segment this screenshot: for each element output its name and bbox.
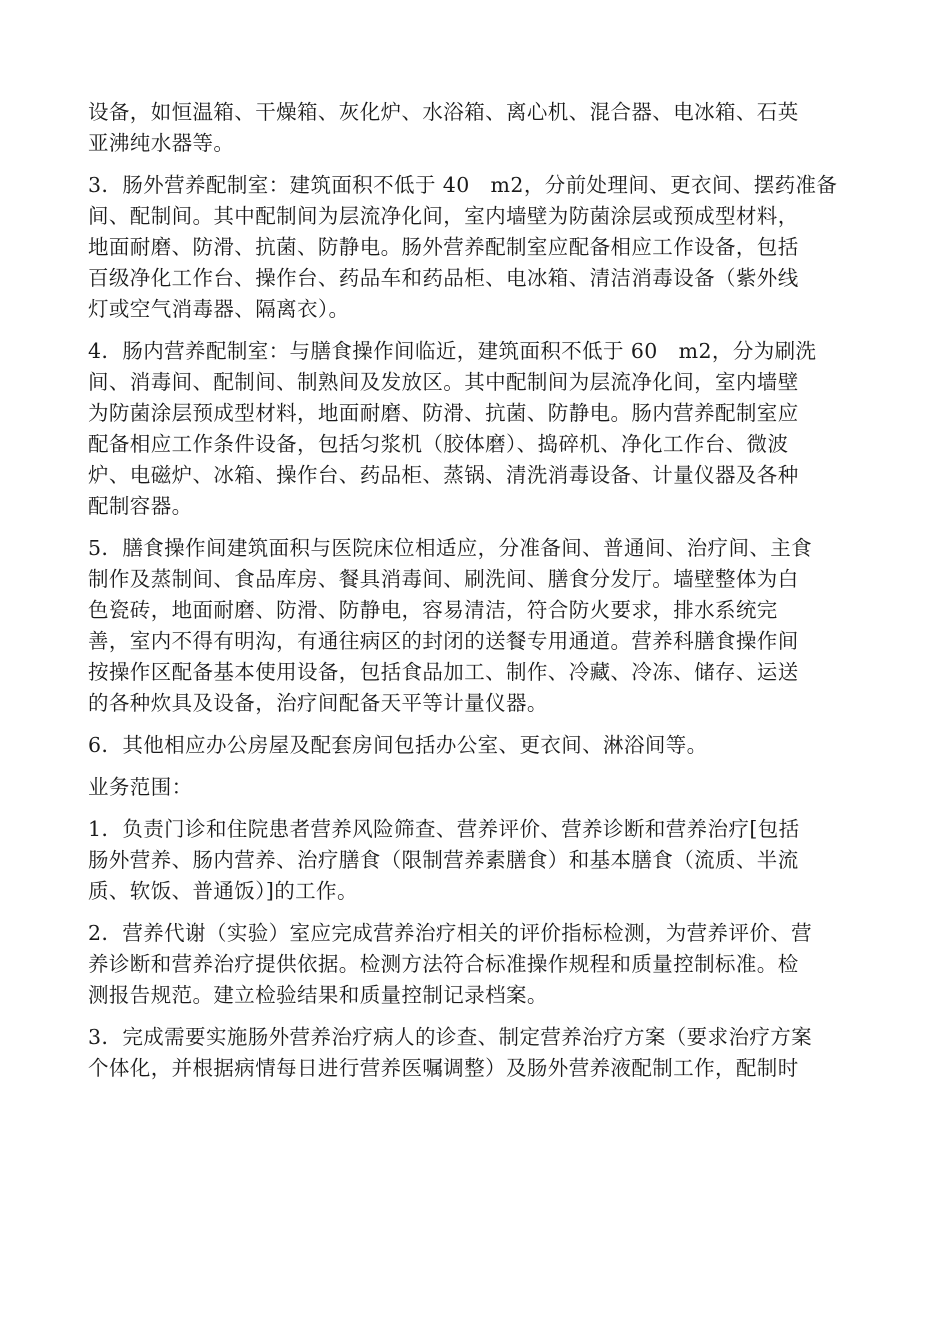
text-line: 亚沸纯水器等。: [88, 131, 235, 155]
text-line: 测报告规范。建立检验结果和质量控制记录档案。: [88, 983, 548, 1007]
text-line: 养诊断和营养治疗提供依据。检测方法符合标准操作规程和质量控制标准。检: [88, 952, 799, 976]
text-line: 5．膳食操作间建筑面积与医院床位相适应，分准备间、普通间、治疗间、主食: [88, 536, 813, 560]
paragraph-scope-2: [88, 918, 868, 1011]
document-page: [88, 97, 868, 1095]
text-line: 设备，如恒温箱、干燥箱、灰化炉、水浴箱、离心机、混合器、电冰箱、石英: [88, 100, 799, 124]
text-line: 业务范围：: [88, 775, 193, 799]
text-line: 4．肠内营养配制室：与膳食操作间临近，建筑面积不低于 60 m2，分为刷洗: [88, 339, 817, 363]
text-line: 1．负责门诊和住院患者营养风险筛查、营养评价、营养诊断和营养治疗[包括: [88, 817, 800, 841]
text-line: 3．完成需要实施肠外营养治疗病人的诊查、制定营养治疗方案（要求治疗方案: [88, 1025, 813, 1049]
paragraph-kitchen: [88, 533, 868, 719]
text-line: 个体化，并根据病情每日进行营养医嘱调整）及肠外营养液配制工作，配制时: [88, 1056, 799, 1080]
text-line: 百级净化工作台、操作台、药品车和药品柜、电冰箱、清洁消毒设备（紫外线: [88, 266, 799, 290]
paragraph-enteral-room: [88, 336, 868, 522]
text-line: 为防菌涂层预成型材料，地面耐磨、防滑、抗菌、防静电。肠内营养配制室应: [88, 401, 799, 425]
paragraph-equipment-continued: [88, 97, 868, 159]
text-line: 灯或空气消毒器、隔离衣）。: [88, 297, 350, 321]
text-line: 色瓷砖，地面耐磨、防滑、防静电，容易清洁，符合防火要求，排水系统完: [88, 598, 778, 622]
paragraph-other-rooms: [88, 730, 868, 761]
text-line: 善，室内不得有明沟，有通往病区的封闭的送餐专用通道。营养科膳食操作间: [88, 629, 799, 653]
text-line: 的各种炊具及设备，治疗间配备天平等计量仪器。: [88, 691, 548, 715]
text-line: 制作及蒸制间、食品库房、餐具消毒间、刷洗间、膳食分发厅。墙壁整体为白: [88, 567, 799, 591]
paragraph-scope-3: [88, 1022, 868, 1084]
text-line: 配备相应工作条件设备，包括匀浆机（胶体磨）、捣碎机、净化工作台、微波: [88, 432, 789, 456]
text-line: 6．其他相应办公房屋及配套房间包括办公室、更衣间、淋浴间等。: [88, 733, 708, 757]
text-line: 炉、电磁炉、冰箱、操作台、药品柜、蒸锅、清洗消毒设备、计量仪器及各种: [88, 463, 799, 487]
section-heading-business-scope: [88, 772, 868, 803]
text-line: 间、配制间。其中配制间为层流净化间，室内墙壁为防菌涂层或预成型材料，: [88, 204, 799, 228]
text-line: 肠外营养、肠内营养、治疗膳食（限制营养素膳食）和基本膳食（流质、半流: [88, 848, 799, 872]
paragraph-scope-1: [88, 814, 868, 907]
text-line: 质、软饭、普通饭）]的工作。: [88, 879, 358, 903]
text-line: 2．营养代谢（实验）室应完成营养治疗相关的评价指标检测，为营养评价、营: [88, 921, 813, 945]
paragraph-parenteral-room: [88, 170, 868, 325]
text-line: 间、消毒间、配制间、制熟间及发放区。其中配制间为层流净化间，室内墙壁: [88, 370, 799, 394]
text-line: 地面耐磨、防滑、抗菌、防静电。肠外营养配制室应配备相应工作设备，包括: [88, 235, 799, 259]
text-line: 按操作区配备基本使用设备，包括食品加工、制作、冷藏、冷冻、储存、运送: [88, 660, 799, 684]
text-line: 配制容器。: [88, 494, 193, 518]
text-line: 3．肠外营养配制室：建筑面积不低于 40 m2，分前处理间、更衣间、摆药准备: [88, 173, 838, 197]
